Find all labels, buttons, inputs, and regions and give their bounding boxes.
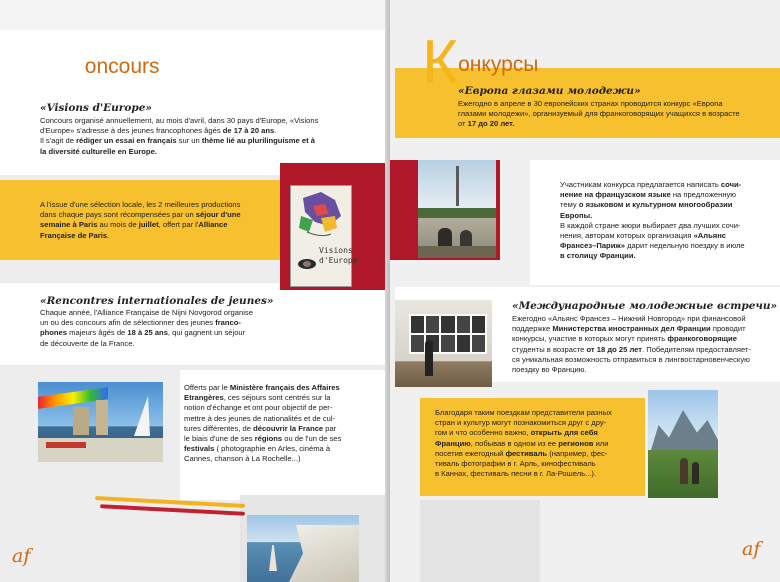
photo-la-rochelle <box>38 382 163 462</box>
heading-rencontres: «Rencontres internationales de jeunes» <box>40 295 274 307</box>
grey-panel-bottom-right <box>420 500 540 582</box>
photo-paris <box>418 160 496 258</box>
heading-europe-youth: «Европа глазами молодежи» <box>458 85 641 97</box>
paragraph-sejours: Offerts par le Ministère français des Affaires Etrangères, ces séjours sont centrés sur la notion d'échange et ont pour objectif de per- mettre à des jeunes de nationalités et de cul- tures différentes, de découvrir la France par le biais d'une de ses régions ou de l'un de ses festivals ( photographie en Arles, cinéma à Cannes, chanson à La Rochelle...) <box>184 383 342 464</box>
europe-map-icon <box>291 186 358 286</box>
paragraph-prize: A l'issue d'une sélection locale, les 2 meilleures productions dans chaque pays sont récompensées par un séjour d'une semaine à Paris au mois de juillet, offert par l'Alliance Française de Paris. <box>40 200 241 240</box>
photo-museum <box>395 300 492 387</box>
paragraph-rencontres: Chaque année, l'Alliance Française de Nijni Novgorod organise un ou des concours afin de sélectionner des jeunes franco- phones majeurs âgés de 18 à 25 ans, qui gagnent un séjour de découverte de la France. <box>40 308 253 348</box>
right-page <box>390 0 780 582</box>
page-title-ru: Конкурсы <box>422 28 539 97</box>
heading-international-meetings: «Международные молодежные встречи» <box>512 300 778 312</box>
paragraph-travel-benefits: Благодаря таким поездкам представители разных стран и культур могут познакомиться друг с дру- гом и что особенно важно, открыть для себя Францию, побывав в одном из ее регионов или посетив ежегодный фестиваль (например, фес- тиваль фотографии в г. Арль, кинофестиваль в Каннах, фестиваль песни в г. Ла-Рошель...). <box>435 408 612 479</box>
photo-paris-frame <box>390 160 500 260</box>
photo-mountains <box>648 390 718 498</box>
af-logo-left: af <box>12 545 31 567</box>
paragraph-essay: Участникам конкурса предлагается написать сочи- нение на французском языке на предложенную тему о языковом и культурном многообразии Европы. В каждой стране жюри выбирает два лучших сочи- нения, авторам которых организация «Альянс Франсез–Париж» дарит недельную поездку в июле в столицу Франции. <box>560 180 745 261</box>
poster-text: Visions d'Europe <box>319 246 358 265</box>
paragraph-europe-youth: Ежегодно в апреле в 30 европейских странах проводится конкурс «Европа глазами молодежи», организуемый для франкоговорящих учащихся в возрасте от 17 до 20 лет. <box>458 99 740 129</box>
heading-visions-europe: «Visions d'Europe» <box>40 102 152 114</box>
photo-etretat-cliffs <box>247 515 359 582</box>
poster-visions-europe <box>280 163 385 290</box>
af-logo-right: af <box>742 538 761 560</box>
grey-top-band <box>0 0 385 30</box>
paragraph-international-meetings: Ежегодно «Альянс Франсез – Нижний Новгород» при финансовой поддержке Министерства иностранных дел Франции проводит конкурсы, участие в которых могут принять франкоговорящие студенты в возрасте от 18 до 25 лет. Победителям предоставляет- ся уникальная возможность отправиться в лингвостарновенческую поездку во Францию. <box>512 314 751 375</box>
paragraph-visions-europe: Concours organisé annuellement, au mois d'avril, dans 30 pays d'Europe, «Visions d'Europe» s'adresse à des jeunes francophones âgés de 17 à 20 ans. Il s'agit de rédiger un essai en français sur un thème lié au plurilinguisme et à la diversité culturelle en Europe. <box>40 116 319 156</box>
page-title-fr: Concours <box>40 30 160 99</box>
